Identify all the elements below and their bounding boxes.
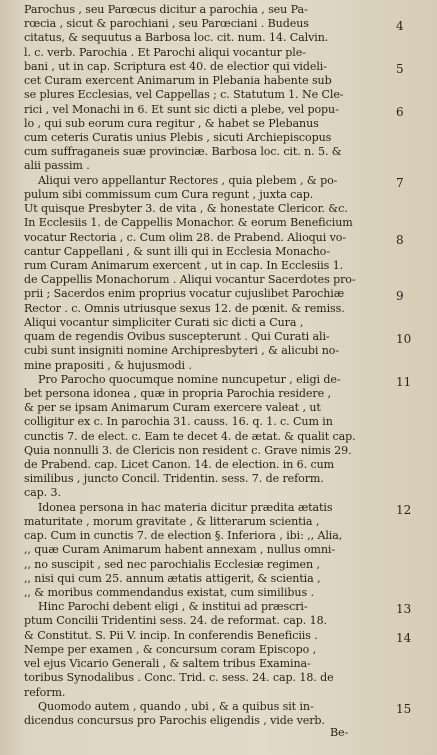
text-line: bet persona idonea , quæ in propria Parochia residere , <box>24 386 331 400</box>
text-line: rœcia , sicut & parochiani , seu Parœciani . Budeus <box>24 17 309 31</box>
text-line: Rector . c. Omnis utriusque sexus 12. de pœnit. & remiss. <box>24 301 345 315</box>
paragraph-number: 12 <box>396 502 412 517</box>
text-line: cum ceteris Curatis unius Plebis , sicuti Archiepiscopus <box>24 130 332 144</box>
text-line: vocatur Rectoria , c. Cum olim 28. de Prabend. Alioqui vo- <box>24 230 346 244</box>
text-line: de Prabend. cap. Licet Canon. 14. de election. in 6. cum <box>24 458 335 472</box>
paragraph-number: 13 <box>396 602 412 617</box>
text-line: Pro Parocho quocumque nomine nuncupetur , eligi de- <box>38 372 341 386</box>
text-line: rici , vel Monachi in 6. Et sunt sic dicti a plebe, vel popu- <box>24 102 339 116</box>
text-line: vel ejus Vicario Generali , & saltem tribus Examina- <box>24 657 311 671</box>
paragraph-number: 10 <box>396 332 412 347</box>
text-line: de Cappellis Monachorum . Aliqui vocantur Sacerdotes pro- <box>24 273 356 287</box>
text-line: ptum Concilii Tridentini sess. 24. de reformat. cap. 18. <box>24 614 327 628</box>
text-line: se plures Ecclesias, vel Cappellas ; c. Statutum 1. Ne Cle- <box>24 88 344 102</box>
text-line: Idonea persona in hac materia dicitur prædita ætatis <box>38 500 333 514</box>
text-line: cet Curam exercent Animarum in Plebania habente sub <box>24 74 332 88</box>
text-line: rum Curam Animarum exercent , ut in cap. In Ecclesiis 1. <box>24 258 344 272</box>
text-line: alii passim . <box>24 159 90 173</box>
paragraph-number: 6 <box>396 104 404 119</box>
paragraph-number: 8 <box>396 232 404 247</box>
text-line: pulum sibi commissum cum Cura regunt , juxta cap. <box>24 187 314 201</box>
text-line: Ut quisque Presbyter 3. de vita , & honestate Clericor. &c. <box>24 202 348 216</box>
text-line: cantur Cappellani , & sunt illi qui in Ecclesia Monacho- <box>24 244 330 258</box>
text-line: In Ecclesiis 1. de Cappellis Monachor. & eorum Beneficium <box>24 216 353 230</box>
text-line: Quia nonnulli 3. de Clericis non resident c. Grave nimis 29. <box>24 443 352 457</box>
text-line: ,, & moribus commendandus existat, cum similibus . <box>24 586 314 600</box>
text-line: ,, nisi qui cum 25. annum ætatis attigerit, & scientia , <box>24 571 321 585</box>
text-line: dicendus concursus pro Parochis eligendis , vide verb. <box>24 714 325 727</box>
text-line: cubi sunt insigniti nomine Archipresbyteri , & alicubi no- <box>24 344 340 358</box>
text-line: Hinc Parochi debent eligi , & institui ad præscri- <box>38 600 308 614</box>
text-line: ,, quæ Curam Animarum habent annexam , nullus omni- <box>24 543 335 557</box>
paragraph-number: 14 <box>396 630 412 645</box>
paragraph-number: 9 <box>396 289 404 304</box>
text-line: Nempe per examen , & concursum coram Episcopo , <box>24 642 317 656</box>
text-line: & per se ipsam Animarum Curam exercere valeat , ut <box>24 401 321 415</box>
paragraph-number: 15 <box>396 701 412 716</box>
text-line: lo , qui sub eorum cura regitur , & habet se Plebanus <box>24 116 319 130</box>
paragraph-number: 7 <box>396 175 404 190</box>
text-line: citatus, & sequutus a Barbosa loc. cit. num. 14. Calvin. <box>24 31 329 45</box>
text-line: bani , ut in cap. Scriptura est 40. de electior qui videli- <box>24 59 327 73</box>
text-line: cunctis 7. de elect. c. Eam te decet 4. de ætat. & qualit cap. <box>24 429 356 443</box>
text-line: Parochus , seu Parœcus dicitur a parochia , seu Pa- <box>24 3 308 16</box>
text-line: cap. Cum in cunctis 7. de election §. Inferiora , ibi: ,, Alia, <box>24 529 343 543</box>
text-line: quam de regendis Ovibus suscepterunt . Qui Curati ali- <box>24 330 330 344</box>
paragraph-number: 5 <box>396 61 404 76</box>
text-line: cum suffraganeis suæ provinciæ. Barbosa loc. cit. n. 5. & <box>24 145 342 159</box>
text-line: similibus , juncto Concil. Tridentin. sess. 7. de reform. <box>24 472 324 486</box>
text-line: colligitur ex c. In parochia 31. causs. 16. q. 1. c. Cum in <box>24 415 333 429</box>
text-line: & Constitut. S. Pii V. incip. In conferendis Beneficiis . <box>24 628 318 642</box>
text-line: mine prapositi , & hujusmodi . <box>24 358 192 372</box>
text-line: toribus Synodalibus . Conc. Trid. c. sess. 24. cap. 18. de <box>24 671 334 685</box>
text-line: cap. 3. <box>24 486 61 500</box>
text-line: l. c. verb. Parochia . Et Parochi aliqui vocantur ple- <box>24 45 306 59</box>
catchword: Be- <box>330 726 349 740</box>
text-line: Quomodo autem , quando , ubi , & a quibus sit in- <box>38 699 314 713</box>
text-line: Aliqui vocantur simpliciter Curati sic dicti a Cura , <box>24 315 304 329</box>
paragraph-number: 4 <box>396 19 404 34</box>
text-line: reform. <box>24 685 66 699</box>
paragraph-number: 11 <box>396 374 412 389</box>
text-line: Aliqui vero appellantur Rectores , quia plebem , & po- <box>38 173 338 187</box>
text-line: maturitate , morum gravitate , & litterarum scientia , <box>24 514 320 528</box>
text-line: ,, no suscipit , sed nec parochialis Ecclesiæ regimen , <box>24 557 320 571</box>
text-line: prii ; Sacerdos enim proprius vocatur cujuslibet Parochiæ <box>24 287 345 301</box>
